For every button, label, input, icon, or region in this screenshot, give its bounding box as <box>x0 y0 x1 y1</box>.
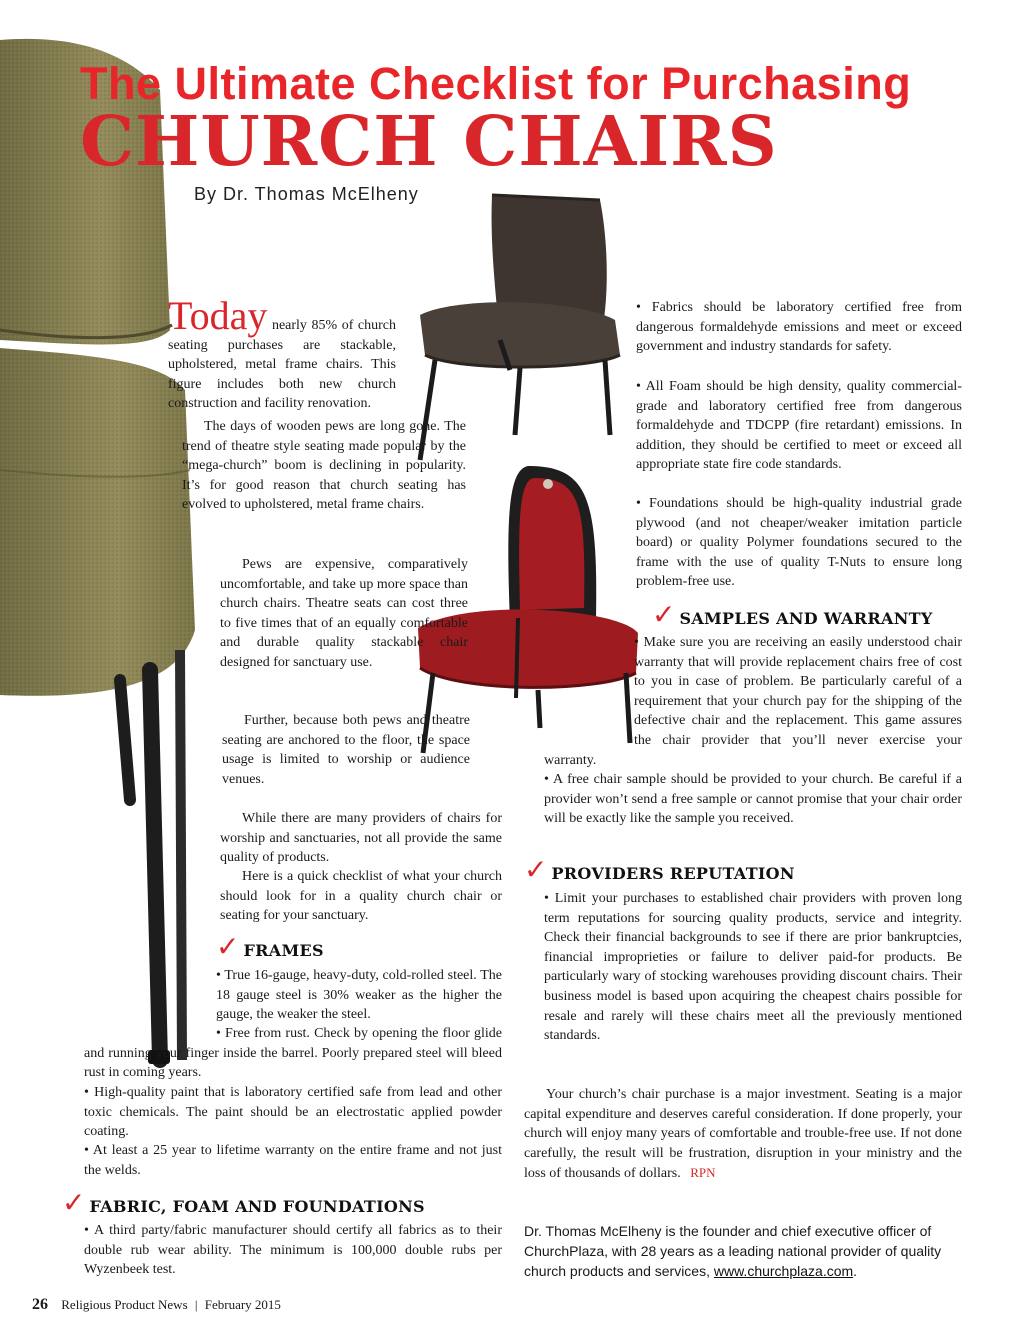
check-icon: ✓ <box>62 1186 86 1219</box>
frames-bullet-3: • High-quality paint that is laboratory certified safe from lead and other toxic chemicals. The paint should be an electrostatic applied powder coating. <box>84 1085 502 1140</box>
text-wrap-spacer <box>544 633 634 731</box>
dropcap: Today <box>168 293 268 338</box>
check-icon: ✓ <box>652 598 676 631</box>
frames-bullet-2-text: • Free from rust. Check by opening the floor glide and running your finger inside the barrel. Poorly prepared steel will bleed rust in coming years. <box>84 1026 502 1081</box>
providers-heading <box>524 853 795 886</box>
samples-heading <box>652 598 933 631</box>
page-number: 26 <box>32 1296 48 1313</box>
right-bullet-2: • All Foam should be high density, quality commercial-grade and laboratory certified free from dangerous formaldehyde and TDCPP (fire retardant) emissions. In addition, they should be certified to meet or exceed all appropriate state fire code standards. <box>636 379 962 473</box>
check-icon: ✓ <box>524 853 548 886</box>
website-link[interactable]: www.churchplaza.com <box>713 1263 854 1279</box>
providers-bullet-1: • Limit your purchases to established chair providers with proven long term reputations for sourcing quality products, service and integrity. Check their financial backgrounds to see if there are prior bankruptcies, financial improprieties or failure to deliver paid-for products. Be particularly wary of stocking warehouses providing discount chairs. Their business model is based upon acquiring the cheapest chairs possible for resale and rarely will these chairs meet all the previously mentioned standards. <box>544 891 962 1044</box>
frames-bullet-4: • At least a 25 year to lifetime warranty on the entire frame and not just the welds. <box>84 1143 502 1178</box>
issue-date: February 2015 <box>204 1297 281 1312</box>
footer-separator: | <box>194 1297 198 1312</box>
intro-p6: Here is a quick checklist of what your church should look for in a quality church chair or seating for your sanctuary. <box>220 869 502 924</box>
frames-bullet-1: • True 16-gauge, heavy-duty, cold-rolled steel. The 18 gauge steel is 30% weaker as the higher the gauge, the weaker the steel. <box>216 968 502 1023</box>
providers-heading-text: PROVIDERS REPUTATION <box>551 864 795 883</box>
samples-heading-text: SAMPLES AND WARRANTY <box>679 609 933 628</box>
frames-heading <box>216 930 324 963</box>
title-line-1: The Ultimate Checklist for Purchasing <box>80 58 912 109</box>
frames-heading-text: FRAMES <box>243 941 324 960</box>
signoff: RPN <box>690 1165 716 1181</box>
right-bullet-1: • Fabrics should be laboratory certified free from dangerous formaldehyde emissions and meet or exceed government and industry standards for safety. <box>636 300 962 355</box>
fabric-heading-text: FABRIC, FOAM AND FOUNDATIONS <box>89 1197 425 1216</box>
byline: By Dr. Thomas McElheny <box>194 184 419 204</box>
fabric-heading <box>62 1186 425 1219</box>
page-footer <box>32 1296 281 1314</box>
publication-name: Religious Product News <box>61 1297 188 1312</box>
samples-bullet-2: • A free chair sample should be provided to your church. Be careful if a provider won’t send a free sample or cannot promise that your chair order will be exactly like the sample you received. <box>544 772 962 827</box>
intro-p4: Further, because both pews and theatre seating are anchored to the floor, the space usage is limited to worship or audience venues. <box>222 713 470 787</box>
bio-period: . <box>853 1263 858 1279</box>
bio-text: Dr. Thomas McElheny is the founder and chief executive officer of ChurchPlaza, with 28 years as a leading national provider of quality church products and services, <box>524 1223 942 1279</box>
closing-text: Your church’s chair purchase is a major investment. Seating is a major capital expenditure and deserves careful consideration. If done properly, your church will enjoy many years of comfortable and trouble-free use. If not done carefully, the result will be frustration, disruption in your ministry and the loss of thousands of dollars. <box>524 1087 962 1182</box>
intro-p5: While there are many providers of chairs for worship and sanctuaries, not all provide the same quality of products. <box>220 811 502 866</box>
frames-bullet-2 <box>84 1024 502 1083</box>
fabric-bullet-1: • A third party/fabric manufacturer should certify all fabrics as to their double rub wear ability. The minimum is 100,000 double rubs per Wyzenbeek test. <box>84 1223 502 1278</box>
samples-bullet-1-text: • Make sure you are receiving an easily understood chair warranty that will provide replacement chairs free of cost to you in case of problem. Be particularly careful of a requirement that your church pay for the shipping of the defective chair and the replacement. This game assures the chair provider that you’ll never exercise your warranty. <box>544 635 962 768</box>
intro-p1-text: nearly 85% of church seating purchases are stackable, upholstered, metal frame chairs. This figure includes both new church construction and facility renovation. <box>168 318 396 412</box>
author-bio <box>524 1221 970 1281</box>
title-line-2: CHURCH CHAIRS <box>80 102 778 182</box>
intro-p1 <box>168 293 396 414</box>
intro-p3: Pews are expensive, comparatively uncomfortable, and take up more space than church chairs. Theatre seats can cost three to five times that of an equally comfortable and durable quality stackable chair designed for sanctuary use. <box>220 557 468 670</box>
closing-paragraph <box>524 1085 962 1184</box>
check-icon: ✓ <box>216 930 240 963</box>
samples-bullet-1 <box>544 633 962 770</box>
right-bullet-3: • Foundations should be high-quality industrial grade plywood (and not cheaper/weaker imitation particle board) or quality Polymer foundations secured to the frame with the use of quality T-Nuts to ensure long problem-free use. <box>636 496 962 590</box>
intro-p2: The days of wooden pews are long gone. The trend of theatre style seating made popular by the “mega-church” boom is declining in popularity. It’s for good reason that church seating has evolved to upholstered, metal frame chairs. <box>182 419 466 513</box>
